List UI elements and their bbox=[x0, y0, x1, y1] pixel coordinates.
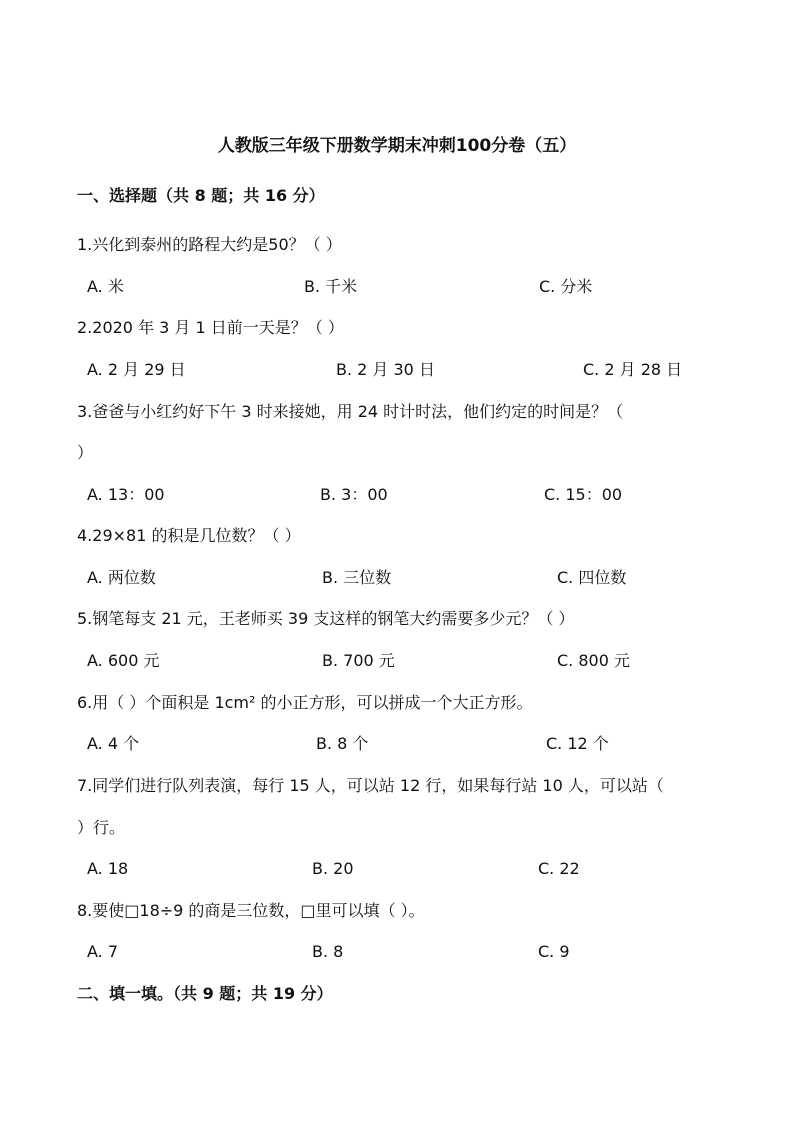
question-4-option-b[interactable]: B. 三位数 bbox=[322, 568, 392, 587]
question-5-option-c[interactable]: C. 800 元 bbox=[557, 651, 630, 670]
question-8-option-a[interactable]: A. 7 bbox=[87, 942, 119, 961]
page-title: 人教版三年级下册数学期末冲刺100分卷（五） bbox=[217, 136, 577, 156]
question-3-option-b[interactable]: B. 3：00 bbox=[320, 485, 388, 504]
question-8-option-b[interactable]: B. 8 bbox=[312, 942, 344, 961]
question-7-option-c[interactable]: C. 22 bbox=[538, 859, 580, 878]
question-2: 2.2020 年 3 月 1 日前一天是？（ ） bbox=[77, 318, 344, 337]
question-3-option-c[interactable]: C. 15：00 bbox=[544, 485, 623, 504]
question-7-option-b[interactable]: B. 20 bbox=[312, 859, 354, 878]
question-5-option-a[interactable]: A. 600 元 bbox=[87, 651, 160, 670]
section-heading-choice: 一、选择题（共 8 题；共 16 分） bbox=[77, 186, 325, 205]
question-2-option-b[interactable]: B. 2 月 30 日 bbox=[336, 360, 435, 379]
question-1: 1.兴化到泰州的路程大约是50？（ ） bbox=[77, 235, 342, 254]
question-3: 3.爸爸与小红约好下午 3 时来接她，用 24 时计时法，他们约定的时间是？（ bbox=[77, 402, 624, 421]
question-8-option-c[interactable]: C. 9 bbox=[538, 942, 570, 961]
question-1-option-c[interactable]: C. 分米 bbox=[539, 277, 593, 296]
question-8: 8.要使□18÷9 的商是三位数，□里可以填（ ）。 bbox=[77, 901, 425, 920]
question-7-option-a[interactable]: A. 18 bbox=[87, 859, 129, 878]
question-1-option-a[interactable]: A. 米 bbox=[87, 277, 124, 296]
question-7-continued: ）行。 bbox=[77, 818, 126, 837]
question-5-option-b[interactable]: B. 700 元 bbox=[322, 651, 395, 670]
question-3-continued: ） bbox=[77, 443, 94, 462]
question-7: 7.同学们进行队列表演，每行 15 人，可以站 12 行，如果每行站 10 人，可以站（ bbox=[77, 776, 664, 795]
question-2-option-c[interactable]: C. 2 月 28 日 bbox=[583, 360, 683, 379]
question-6: 6.用（ ）个面积是 1cm² 的小正方形，可以拼成一个大正方形。 bbox=[77, 693, 533, 712]
question-6-option-b[interactable]: B. 8 个 bbox=[316, 734, 369, 753]
question-4: 4.29×81 的积是几位数？（ ） bbox=[77, 526, 301, 545]
question-4-option-a[interactable]: A. 两位数 bbox=[87, 568, 156, 587]
section-heading-fill-in: 二、填一填。（共 9 题；共 19 分） bbox=[77, 984, 333, 1003]
question-5: 5.钢笔每支 21 元，王老师买 39 支这样的钢笔大约需要多少元？（ ） bbox=[77, 609, 575, 628]
question-6-option-a[interactable]: A. 4 个 bbox=[87, 734, 140, 753]
question-1-option-b[interactable]: B. 千米 bbox=[304, 277, 358, 296]
question-2-option-a[interactable]: A. 2 月 29 日 bbox=[87, 360, 186, 379]
question-4-option-c[interactable]: C. 四位数 bbox=[557, 568, 627, 587]
question-3-option-a[interactable]: A. 13：00 bbox=[87, 485, 165, 504]
question-6-option-c[interactable]: C. 12 个 bbox=[546, 734, 609, 753]
